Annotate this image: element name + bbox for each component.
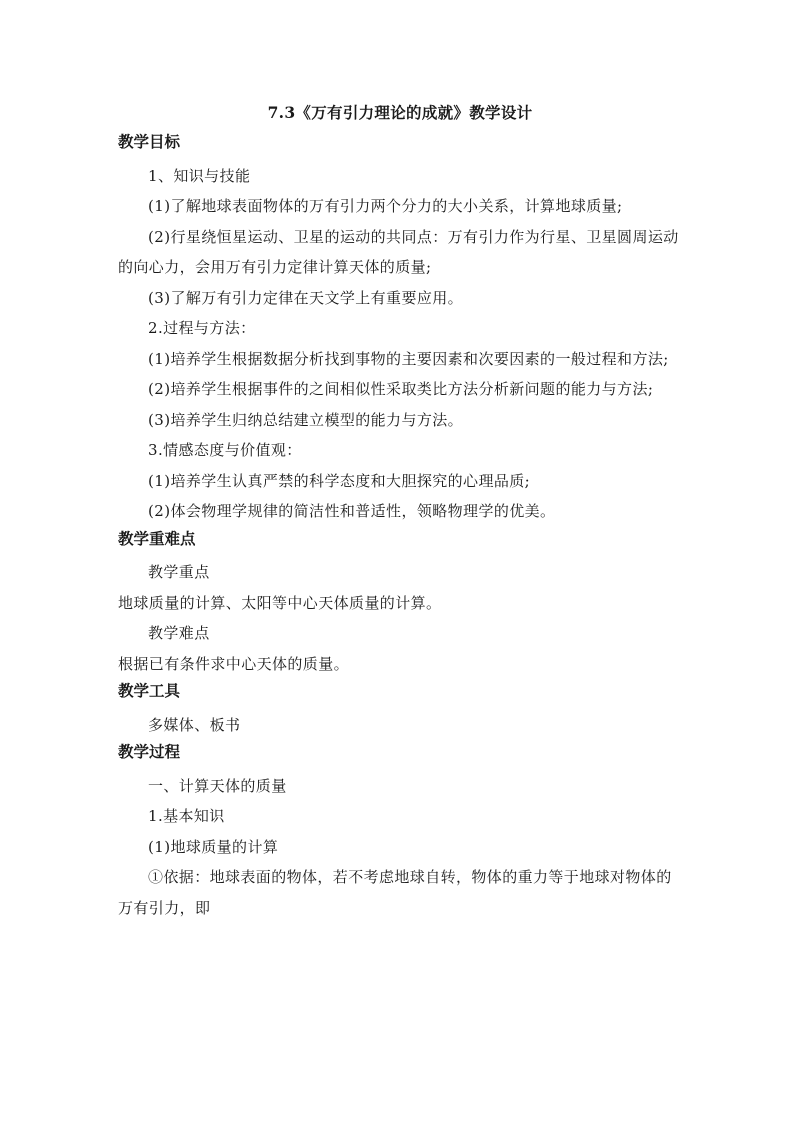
section-heading-goals: 教学目标: [118, 132, 181, 151]
paragraph: (1)地球质量的计算: [148, 837, 279, 856]
section-heading-tools: 教学工具: [118, 681, 181, 700]
paragraph: (2)培养学生根据事件的之间相似性采取类比方法分析新问题的能力与方法;: [148, 380, 654, 398]
paragraph: (1)了解地球表面物体的万有引力两个分力的大小关系，计算地球质量;: [148, 197, 623, 215]
paragraph: (3)了解万有引力定律在天文学上有重要应用。: [148, 288, 464, 307]
paragraph: (3)培养学生归纳总结建立模型的能力与方法。: [148, 410, 464, 429]
paragraph: 多媒体、板书: [148, 715, 241, 734]
paragraph: ①依据：地球表面的物体，若不考虑地球自转，物体的重力等于地球对物体的万有引力，即: [118, 868, 672, 917]
paragraph: 1.基本知识: [148, 807, 225, 825]
paragraph: (2)行星绕恒星运动、卫星的运动的共同点：万有引力作为行星、卫星圆周运动的向心力，会用万有引力定律计算天体的质量;: [118, 227, 679, 276]
paragraph: (2)体会物理学规律的简洁性和普适性，领略物理学的优美。: [148, 502, 556, 520]
paragraph: 教学重点: [148, 563, 210, 581]
document-title: 7.3《万有引力理论的成就》教学设计: [267, 103, 533, 122]
paragraph: 一、计算天体的质量: [148, 776, 287, 795]
paragraph: 教学难点: [148, 624, 210, 642]
section-heading-key-points: 教学重难点: [118, 528, 196, 548]
section-heading-process: 教学过程: [118, 742, 181, 761]
paragraph: 2.过程与方法：: [148, 319, 256, 337]
paragraph: 1、知识与技能: [148, 166, 251, 185]
paragraph: 根据已有条件求中心天体的质量。: [118, 654, 350, 673]
paragraph: (1)培养学生根据数据分析找到事物的主要因素和次要因素的一般过程和方法;: [148, 349, 669, 368]
document-body: [118, 130, 684, 923]
paragraph: 3.情感态度与价值观：: [148, 441, 302, 459]
paragraph: (1)培养学生认真严禁的科学态度和大胆探究的心理品质;: [148, 471, 531, 490]
paragraph: 地球质量的计算、太阳等中心天体质量的计算。: [118, 593, 442, 612]
